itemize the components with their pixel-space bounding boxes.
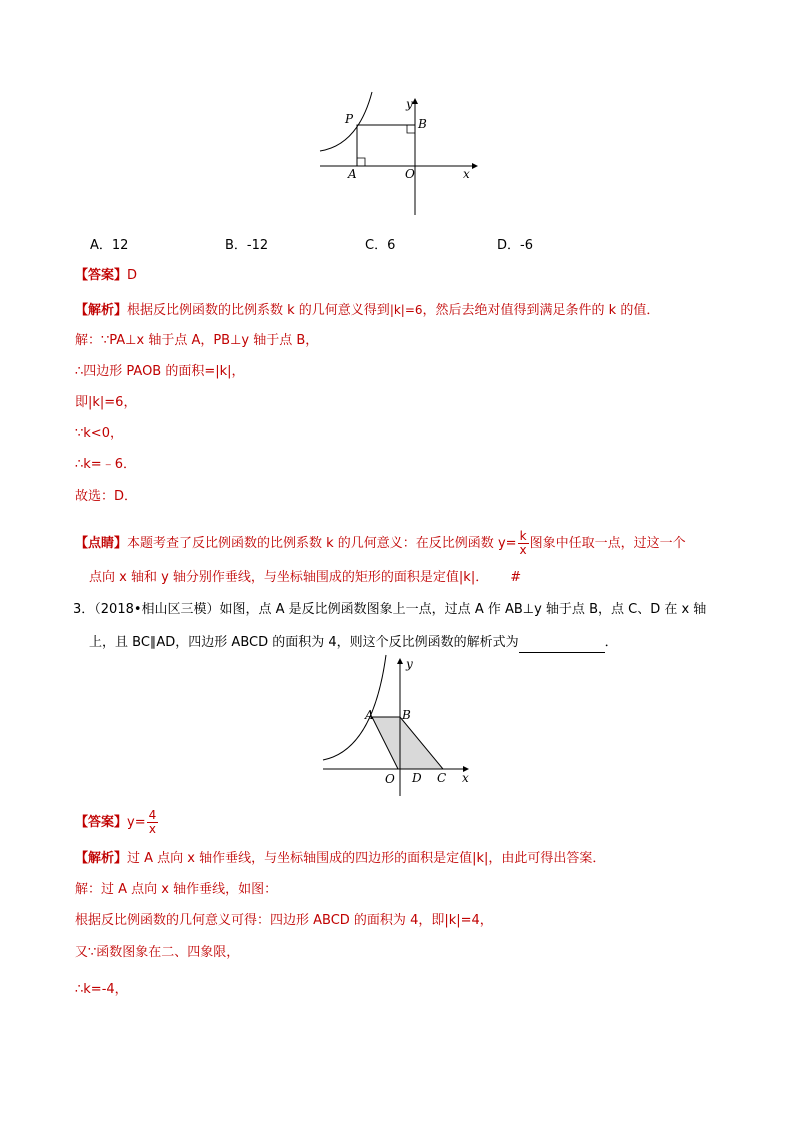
- fig1-x-arrow: [472, 163, 478, 169]
- fig2-label-x: x: [462, 771, 469, 785]
- analysis-3-label: 【解析】: [75, 851, 128, 866]
- dianjing-line2-text: 点向 x 轴和 y 轴分别作垂线，与坐标轴围成的矩形的面积是定值|k|．: [89, 570, 489, 585]
- analysis-abs-k: |k|=6: [389, 303, 423, 317]
- fig2-label-y: y: [406, 657, 413, 671]
- choice-c: C．6: [365, 238, 396, 253]
- answer-3-frac-num: 4: [148, 808, 157, 822]
- answer-blank: [519, 638, 605, 653]
- dianjing-1-line-2: [89, 568, 521, 588]
- answer-3-label: 【答案】: [75, 815, 128, 830]
- analysis-3-text: 过 A 点向 x 轴作垂线，与坐标轴围成的四边形的面积是定值|k|，由此可得出答案．: [127, 851, 606, 866]
- choice-d: D．-6: [497, 238, 533, 253]
- answer-3: [75, 808, 159, 838]
- fig1-right-angle-a: [357, 158, 365, 166]
- analysis-1: [75, 300, 659, 321]
- fig1-y-arrow: [412, 98, 418, 104]
- analysis-text-a: 根据反比例函数的比例系数 k 的几何意义得到: [127, 303, 390, 318]
- dianjing-text-b: 图象中任取一点，过这一个: [529, 536, 686, 551]
- fig1-label-a: A: [348, 167, 357, 181]
- answer-3-prefix: y=: [127, 815, 146, 830]
- solution-1-line-3: 即|k|=6，: [75, 395, 137, 410]
- fig2-label-d: D: [412, 771, 422, 785]
- fig2-label-o: O: [385, 772, 395, 786]
- answer-label: 【答案】: [75, 268, 128, 283]
- dianjing-1-line-1: [75, 530, 686, 557]
- answer-value: D: [127, 268, 138, 283]
- question-3-line-2-text: 上，且 BC∥AD，四边形 ABCD 的面积为 4，则这个反比例函数的解析式为: [89, 635, 519, 650]
- question-3-line-2-end: ．: [604, 635, 618, 650]
- solution-3-line-1: 解：过 A 点向 x 轴作垂线，如图：: [75, 882, 278, 897]
- solution-1-line-1: 解：∵PA⊥x 轴于点 A，PB⊥y 轴于点 B，: [75, 333, 319, 348]
- answer-3-frac-den: x: [148, 822, 156, 836]
- solution-3-line-3: 又∵函数图象在二、四象限，: [75, 945, 240, 960]
- solution-1-line-6: 故选：D．: [75, 489, 138, 504]
- choice-a: A．12: [90, 238, 129, 253]
- fig1-right-angle-b: [407, 125, 415, 133]
- solution-3-line-2: 根据反比例函数的几何意义可得：四边形 ABCD 的面积为 4，即|k|=4，: [75, 913, 493, 928]
- figure-1: [310, 90, 485, 220]
- dianjing-label: 【点睛】: [75, 536, 128, 551]
- analysis-3: [75, 849, 605, 869]
- fig2-label-c: C: [437, 771, 447, 785]
- dianjing-frac-num: k: [518, 530, 529, 544]
- analysis-label: 【解析】: [75, 303, 128, 318]
- fig1-label-b: B: [418, 117, 427, 131]
- solution-1-line-5: ∴k=﹣6．: [75, 457, 136, 472]
- answer-1: [75, 266, 137, 286]
- dianjing-text-a: 本题考查了反比例函数的比例系数 k 的几何意义：在反比例函数 y=: [127, 536, 517, 551]
- dianjing-fraction: [518, 530, 529, 557]
- question-3-line-1: 3．（2018•相山区三模）如图，点 A 是反比例函数图象上一点，过点 A 作 AB⊥y 轴于点 B，点 C、D 在 x 轴: [73, 602, 707, 617]
- fig2-shaded-abcd: [372, 717, 443, 769]
- fig2-label-b: B: [402, 708, 411, 722]
- figure-2: [315, 650, 480, 800]
- fig2-label-a: A: [365, 708, 374, 722]
- solution-3-line-4: ∴k=-4，: [75, 982, 128, 997]
- fig1-label-y: y: [406, 97, 413, 111]
- choice-b: B．-12: [225, 238, 269, 253]
- solution-1-line-2: ∴四边形 PAOB 的面积=|k|，: [75, 364, 245, 379]
- fig1-label-o: O: [405, 167, 415, 181]
- analysis-text-b: ，然后去绝对值得到满足条件的 k 的值．: [422, 303, 660, 318]
- fig1-label-p: P: [345, 112, 354, 126]
- fig1-label-x: x: [463, 167, 470, 181]
- fig2-y-arrow: [397, 658, 403, 664]
- dianjing-mark: #: [510, 570, 522, 585]
- fig1-rectangle-paob: [357, 125, 415, 166]
- dianjing-frac-den: x: [519, 543, 527, 557]
- fig2-hyperbola-curve: [323, 655, 386, 760]
- solution-1-line-4: ∵k<0，: [75, 426, 123, 441]
- answer-3-fraction: [147, 809, 159, 836]
